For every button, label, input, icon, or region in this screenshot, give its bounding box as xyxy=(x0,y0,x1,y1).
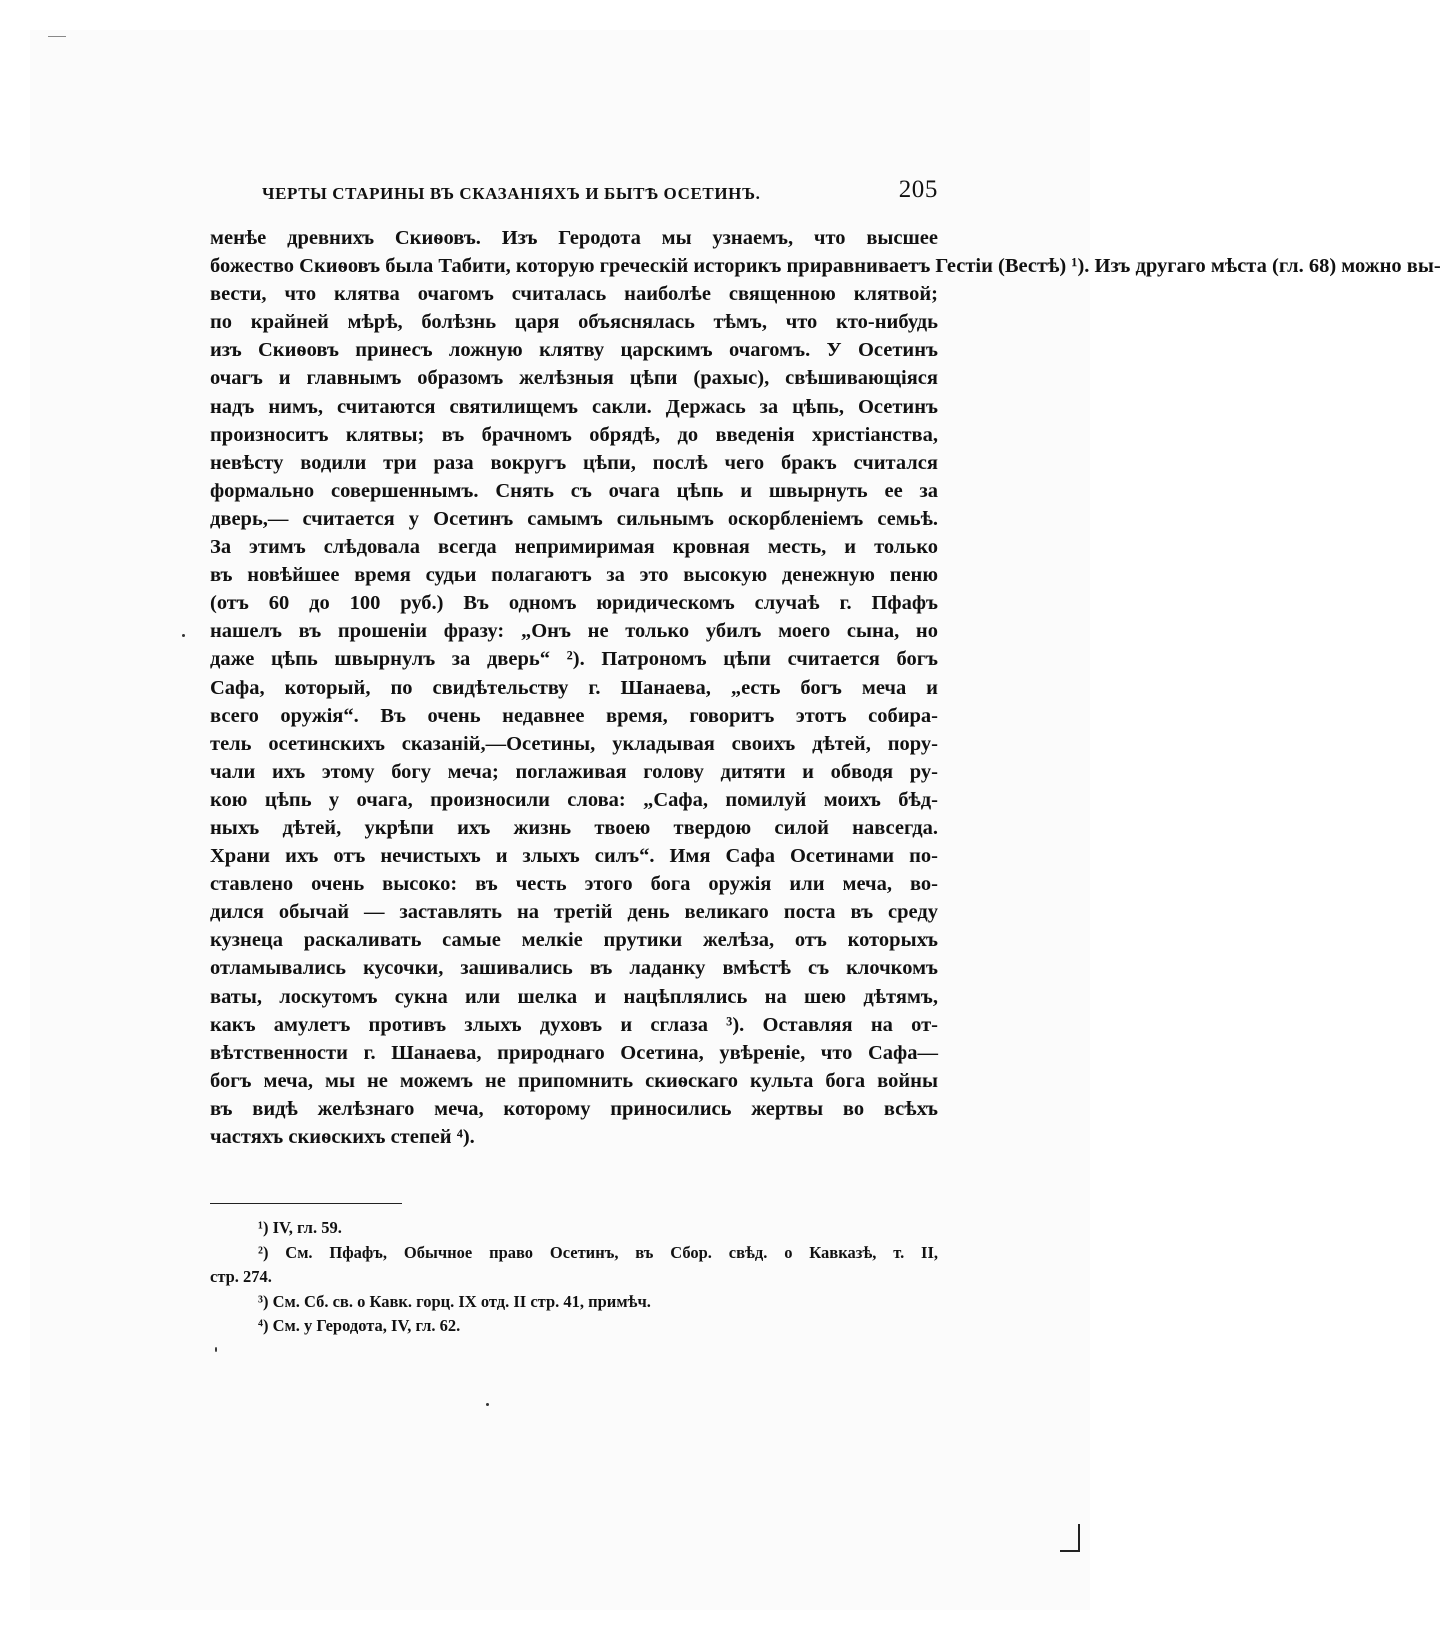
text-line: чали ихъ этому богу меча; поглаживая голову дитяти и обводя ру- xyxy=(210,760,938,783)
text-line: За этимъ слѣдовала всегда непримиримая кровная месть, и только xyxy=(210,536,938,559)
text-line: по крайней мѣрѣ, болѣзнь царя объяснялась тѣмъ, что кто-нибудь xyxy=(210,311,938,334)
text-line: Храни ихъ отъ нечистыхъ и злыхъ силъ“. Имя Сафа Осетинами по- xyxy=(210,845,938,868)
text-line: дверь,— считается у Осетинъ самымъ сильнымъ оскорбленіемъ семьѣ. xyxy=(210,507,938,530)
footnote-continuation: стр. 274. xyxy=(210,1267,272,1286)
text-line: произноситъ клятвы; въ брачномъ обрядѣ, до введенія христіанства, xyxy=(210,423,938,446)
text-line: вѣтственности г. Шанаева, природнаго Осетина, увѣреніе, что Сафа— xyxy=(210,1041,938,1064)
text-line: божество Скиѳовъ была Табити, которую греческій историкъ приравниваетъ Гестіи (Вестѣ) ¹). Изъ другаго мѣста (гл. 68) можно вы- xyxy=(210,255,1441,278)
footnotes xyxy=(210,1216,938,1339)
running-head-title: ЧЕРТЫ СТАРИНЫ ВЪ СКАЗАНІЯХЪ И БЫТѢ ОСЕТИНЪ. xyxy=(262,184,761,203)
text-line: отламывались кусочки, зашивались въ ладанку вмѣстѣ съ клочкомъ xyxy=(210,957,938,980)
text-line: дился обычай — заставлять на третій день великаго поста въ среду xyxy=(210,901,938,924)
text-line: тель осетинскихъ сказаній,—Осетины, укладывая своихъ дѣтей, пору- xyxy=(210,732,938,755)
text-line: въ видѣ желѣзнаго меча, которому приносились жертвы во всѣхъ xyxy=(210,1097,938,1120)
text-line: ваты, лоскутомъ сукна или шелка и нацѣплялись на шею дѣтямъ, xyxy=(210,985,938,1008)
text-line: ставлено очень высоко: въ честь этого бога оружія или меча, во- xyxy=(210,873,938,896)
text-line: надъ нимъ, считаются святилищемъ сакли. Держась за цѣпь, Осетинъ xyxy=(210,395,938,418)
footnote: ¹) IV, гл. 59. xyxy=(258,1218,342,1237)
text-line: кою цѣпь у очага, произносили слова: „Сафа, помилуй моихъ бѣд- xyxy=(210,788,938,811)
text-line: изъ Скиѳовъ принесъ ложную клятву царскимъ очагомъ. У Осетинъ xyxy=(210,339,938,362)
text-line: Сафа, который, по свидѣтельству г. Шанаева, „есть богъ меча и xyxy=(210,676,938,699)
scan-speck xyxy=(486,1403,489,1406)
text-line: формально совершеннымъ. Снять съ очага цѣпь и швырнуть ее за xyxy=(210,479,938,502)
body-text xyxy=(210,224,1441,1151)
text-line: всего оружія“. Въ очень недавнее время, говоритъ этотъ собира- xyxy=(210,704,938,727)
text-line: менѣе древнихъ Скиѳовъ. Изъ Геродота мы узнаемъ, что высшее xyxy=(210,227,938,249)
text-line: невѣсту водили три раза вокругъ цѣпи, послѣ чего бракъ считался xyxy=(210,451,938,474)
text-line: нашелъ въ прошеніи фразу: „Онъ не только убилъ моего сына, но xyxy=(210,620,938,643)
scan-speck xyxy=(182,634,185,637)
text-line: ныхъ дѣтей, укрѣпи ихъ жизнь твоею твердою силой навсегда. xyxy=(210,816,938,839)
text-line: очагъ и главнымъ образомъ желѣзныя цѣпи (рахыс), свѣшивающіяся xyxy=(210,367,938,390)
page-number: 205 xyxy=(898,176,938,203)
text-line: вести, что клятва очагомъ считалась наиболѣе священною клятвой; xyxy=(210,283,938,306)
text-line: (отъ 60 до 100 руб.) Въ одномъ юридическомъ случаѣ г. Пфафъ xyxy=(210,592,938,615)
text-line: частяхъ скиѳскихъ степей ⁴). xyxy=(210,1126,475,1148)
text-line: какъ амулетъ противъ злыхъ духовъ и сглаза ³). Оставляя на от- xyxy=(210,1013,938,1036)
footnote-rule xyxy=(210,1203,402,1204)
text-line: даже цѣпь швырнулъ за дверь“ ²). Патрономъ цѣпи считается богъ xyxy=(210,648,938,671)
footnote: ⁴) См. у Геродота, IV, гл. 62. xyxy=(258,1316,461,1335)
footnote: ²) См. Пфафъ, Обычное право Осетинъ, въ Сбор. свѣд. о Кавказѣ, т. II, xyxy=(258,1242,938,1262)
scan-corner-mark xyxy=(1060,1524,1080,1552)
text-line: кузнеца раскаливать самые мелкіе прутики желѣза, отъ которыхъ xyxy=(210,929,938,952)
text-line: богъ меча, мы не можемъ не припомнить скиѳскаго культа бога войны xyxy=(210,1069,938,1092)
scan-speck xyxy=(215,1347,217,1352)
scan-edge-mark xyxy=(48,36,66,37)
footnote: ³) См. Сб. св. о Кавк. горц. IX отд. II стр. 41, примѣч. xyxy=(258,1291,651,1311)
text-line: въ новѣйшее время судьи полагаютъ за это высокую денежную пеню xyxy=(210,564,938,587)
